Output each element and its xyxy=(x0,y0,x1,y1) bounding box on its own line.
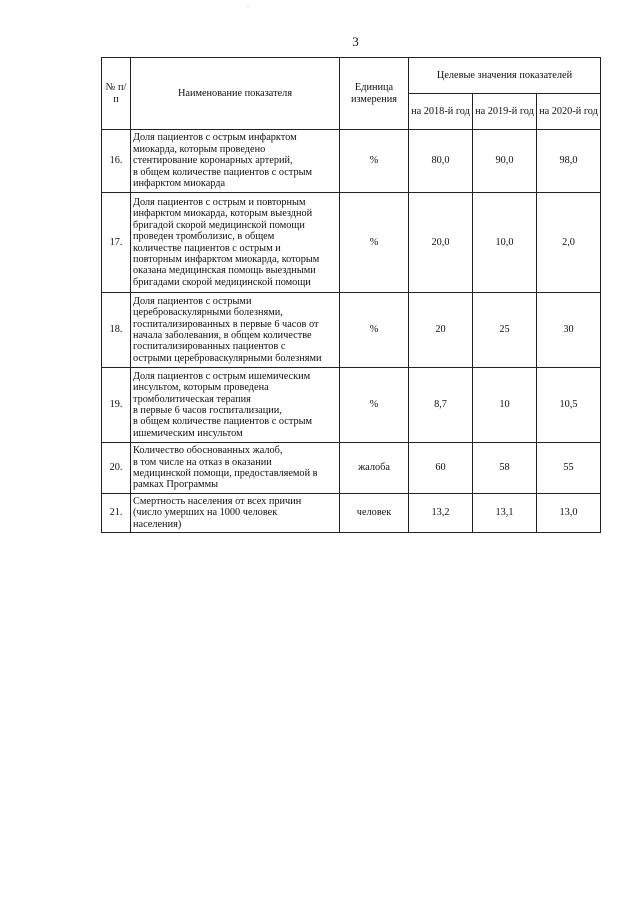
row-name-line: медицинской помощи, предоставляемой в xyxy=(133,468,318,479)
row-name-line: рамках Программы xyxy=(133,479,218,491)
row-value-2019: 10,0 xyxy=(473,193,537,293)
row-num: 17. xyxy=(102,193,131,293)
table-row xyxy=(102,494,601,533)
row-name-line: острыми цереброваскулярными болезнями xyxy=(133,352,322,364)
table-row xyxy=(102,130,601,193)
header-targets: Целевые значения показателей xyxy=(409,58,601,94)
row-name-line: (число умерших на 1000 человек xyxy=(133,507,278,519)
row-name-line: в том числе на отказ в оказании xyxy=(133,456,272,468)
row-value-2020: 55 xyxy=(537,443,601,494)
row-value-2018: 13,2 xyxy=(409,494,473,533)
table-row xyxy=(102,293,601,368)
table-row xyxy=(102,368,601,443)
row-name-line: госпитализированных в первые 6 часов от xyxy=(133,318,319,330)
row-name-line: госпитализированных пациентов с xyxy=(133,341,286,353)
header-num: № п/п xyxy=(102,58,131,130)
row-value-2019: 58 xyxy=(473,443,537,494)
row-num: 16. xyxy=(102,130,131,193)
row-name-line: в общем количестве пациентов с острым xyxy=(133,416,313,428)
row-unit: человек xyxy=(340,494,409,533)
row-name-line: Доля пациентов с острыми xyxy=(133,295,252,307)
row-num: 18. xyxy=(102,293,131,368)
row-value-2020: 98,0 xyxy=(537,130,601,193)
row-num: 19. xyxy=(102,368,131,443)
row-name-line: бригадой скорой медицинской помощи xyxy=(133,219,305,231)
row-value-2020: 13,0 xyxy=(537,494,601,533)
row-name-line: тромболитическая терапия xyxy=(133,393,251,405)
row-name-line: инфарктом миокарда xyxy=(133,178,226,190)
row-value-2019: 25 xyxy=(473,293,537,368)
table-body xyxy=(102,130,601,533)
header-name: Наименование показателя xyxy=(131,58,340,130)
row-name-line: инсультом, которым проведена xyxy=(133,382,269,394)
row-name xyxy=(131,368,340,443)
header-row-top xyxy=(102,58,601,94)
page-number: 3 xyxy=(352,34,359,49)
row-name-line: количестве пациентов с острым и xyxy=(133,242,281,254)
row-name-line: миокарда, которым проведено xyxy=(133,143,266,155)
row-value-2018: 60 xyxy=(409,443,473,494)
table-header xyxy=(102,58,601,130)
row-num: 21. xyxy=(102,494,131,533)
header-unit: Единица измерения xyxy=(340,58,409,130)
row-name-line: бригадами скорой медицинской помощи xyxy=(133,276,311,288)
row-name-line: повторным инфарктом миокарда, которым xyxy=(133,253,320,265)
header-year-2019: на 2019-й год xyxy=(473,94,537,130)
row-name-line: в первые 6 часов госпитализации, xyxy=(133,405,282,416)
row-name xyxy=(131,494,340,533)
header-year-2018: на 2018-й год xyxy=(409,94,473,130)
row-name-line: ишемическим инсультом xyxy=(133,427,243,439)
row-unit: % xyxy=(340,130,409,193)
row-value-2020: 10,5 xyxy=(537,368,601,443)
header-year-2020: на 2020-й год xyxy=(537,94,601,130)
table-row xyxy=(102,443,601,494)
row-name-line: оказана медицинская помощь выездными xyxy=(133,265,316,277)
row-name xyxy=(131,293,340,368)
scan-speck: · xyxy=(247,4,249,10)
row-name-line: Смертность населения от всех причин xyxy=(133,495,302,507)
row-value-2019: 90,0 xyxy=(473,130,537,193)
row-value-2020: 30 xyxy=(537,293,601,368)
row-name-line: инфарктом миокарда, которым выездной xyxy=(133,208,313,220)
row-name xyxy=(131,193,340,293)
row-name xyxy=(131,130,340,193)
row-unit: % xyxy=(340,293,409,368)
row-name-line: начала заболевания, в общем количестве xyxy=(133,330,312,341)
row-unit: жалоба xyxy=(340,443,409,494)
row-name-line: Доля пациентов с острым ишемическим xyxy=(133,370,311,382)
row-name-line: в общем количестве пациентов с острым xyxy=(133,166,313,178)
row-name-line: Доля пациентов с острым инфарктом xyxy=(133,132,297,144)
table-row xyxy=(102,193,601,293)
row-value-2018: 20,0 xyxy=(409,193,473,293)
row-value-2019: 13,1 xyxy=(473,494,537,533)
row-name-line: стентирование коронарных артерий, xyxy=(133,155,293,167)
row-name-line: Доля пациентов с острым и повторным xyxy=(133,196,306,208)
row-name xyxy=(131,443,340,494)
row-value-2018: 20 xyxy=(409,293,473,368)
row-value-2020: 2,0 xyxy=(537,193,601,293)
row-value-2018: 8,7 xyxy=(409,368,473,443)
row-num: 20. xyxy=(102,443,131,494)
indicators-table xyxy=(101,57,601,533)
row-unit: % xyxy=(340,368,409,443)
row-name-line: цереброваскулярными болезнями, xyxy=(133,307,283,319)
row-unit: % xyxy=(340,193,409,293)
row-name-line: населения) xyxy=(133,518,182,530)
row-name-line: Количество обоснованных жалоб, xyxy=(133,445,283,457)
row-value-2018: 80,0 xyxy=(409,130,473,193)
row-name-line: проведен тромболизис, в общем xyxy=(133,231,275,243)
row-value-2019: 10 xyxy=(473,368,537,443)
